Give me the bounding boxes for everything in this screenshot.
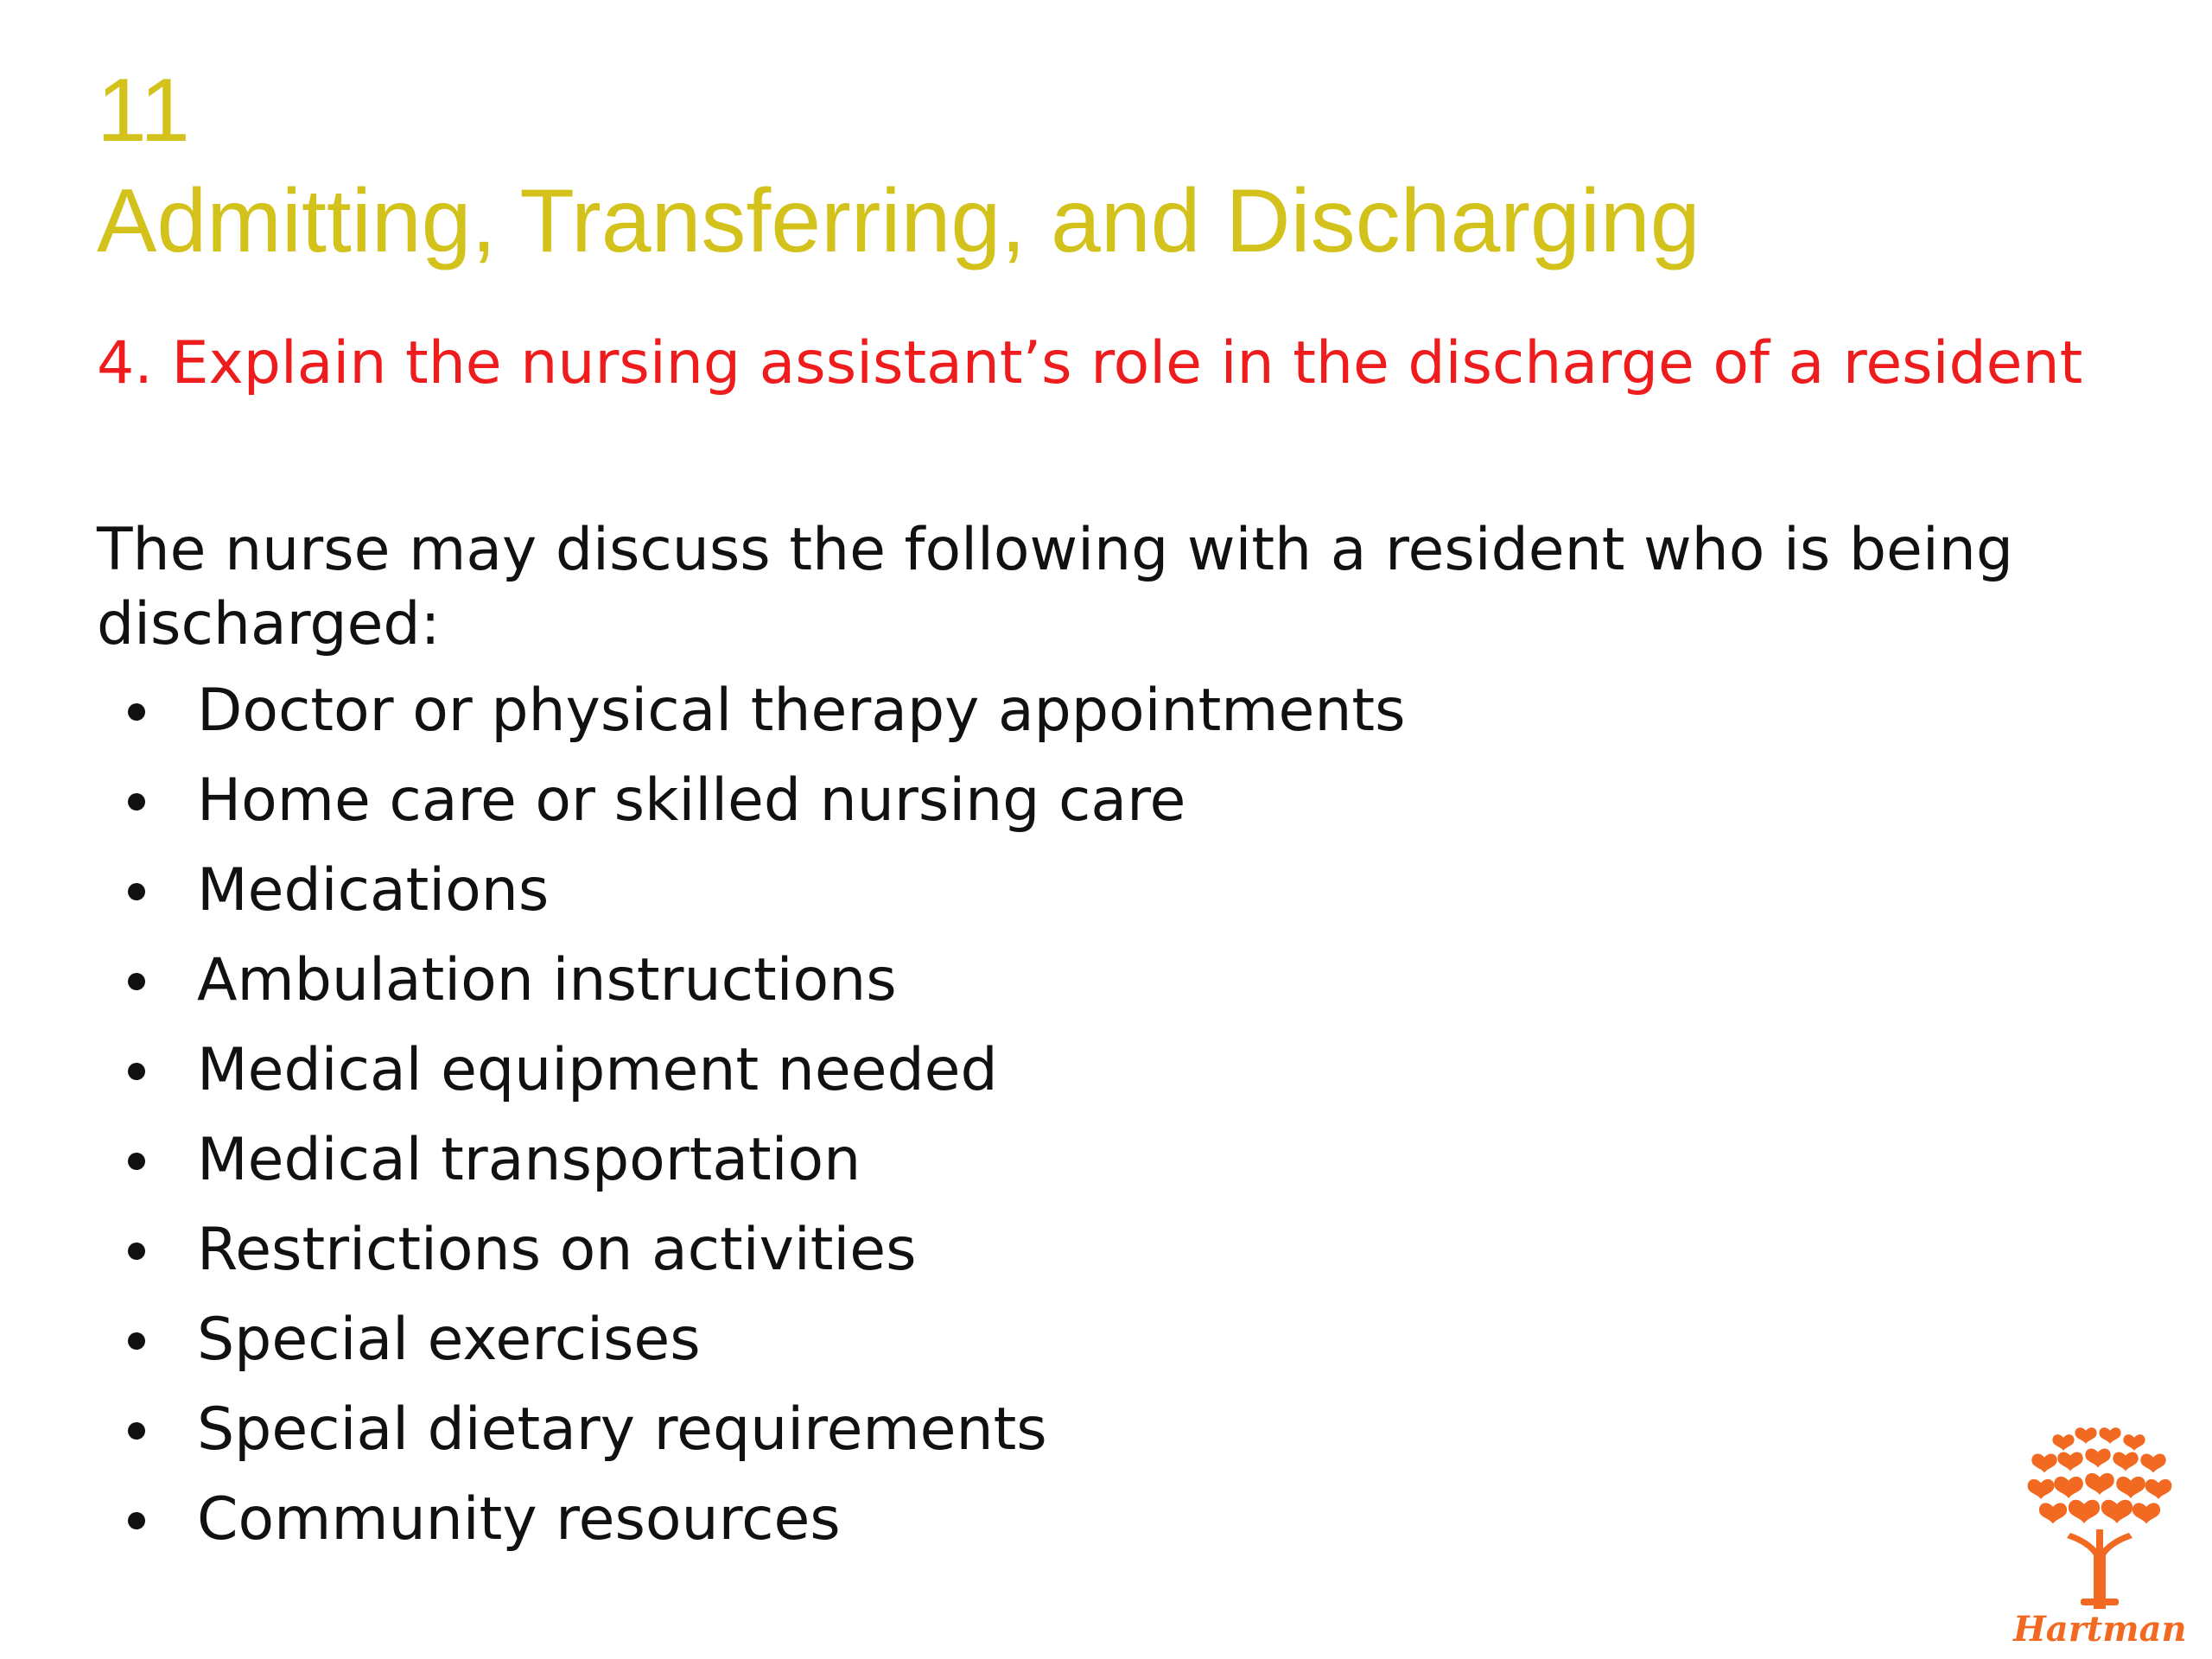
bullet-text: Doctor or physical therapy appointments: [197, 677, 1406, 745]
bullet-text: Medical equipment needed: [197, 1036, 998, 1104]
bullet-dot: [128, 793, 145, 810]
bullet-text: Community resources: [197, 1485, 841, 1554]
bullet-dot: [128, 973, 145, 990]
bullet-dot: [128, 1063, 145, 1080]
bullet-text: Medical transportation: [197, 1126, 861, 1194]
bullet-text: Home care or skilled nursing care: [197, 766, 1186, 835]
bullet-dot: [128, 703, 145, 721]
bullet-text: Special dietary requirements: [197, 1395, 1047, 1464]
bullet-dot: [128, 1332, 145, 1350]
chapter-title: Admitting, Transferring, and Discharging: [97, 171, 1700, 271]
heart-tree-icon: [2013, 1426, 2186, 1609]
intro-text: The nurse may discuss the following with a resident who is being discharged:: [97, 516, 2014, 658]
bullet-text: Ambulation instructions: [197, 946, 897, 1014]
bullet-dot: [128, 1512, 145, 1529]
bullet-text: Restrictions on activities: [197, 1216, 917, 1284]
bullet-dot: [128, 883, 145, 900]
bullet-dot: [128, 1153, 145, 1170]
bullet-dot: [128, 1243, 145, 1260]
chapter-number: 11: [97, 60, 190, 161]
logo-wordmark: Hartman: [2013, 1609, 2187, 1649]
bullet-text: Special exercises: [197, 1306, 701, 1374]
learning-objective: 4. Explain the nursing assistant’s role in the discharge of a resident: [97, 329, 2083, 397]
bullet-dot: [128, 1422, 145, 1440]
bullet-text: Medications: [197, 856, 550, 925]
hartman-logo: [2013, 1426, 2186, 1659]
